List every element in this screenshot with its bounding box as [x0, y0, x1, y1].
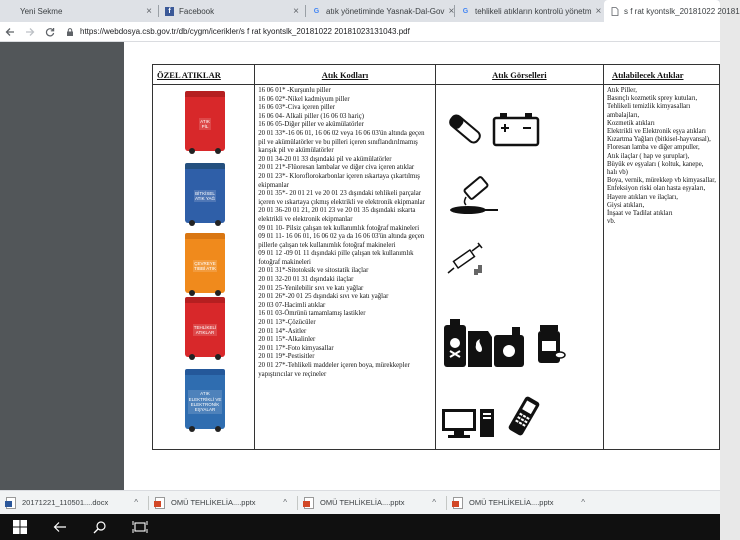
waste-code-item: 20 01 26*-20 01 25 dışındaki sıvı ve katı yağlar	[258, 293, 389, 301]
tab-title: s f rat kyontslk_20181022 20181	[624, 6, 740, 16]
pdf-page	[124, 42, 720, 490]
mobile-phone-icon	[504, 395, 544, 439]
powerpoint-file-icon	[453, 497, 463, 509]
back-arrow-icon	[53, 521, 67, 533]
tab-pdf-document[interactable]	[604, 0, 740, 22]
chevron-up-icon[interactable]: ^	[134, 498, 138, 507]
waste-table	[152, 64, 720, 450]
search-icon	[93, 520, 107, 534]
downloads-bar	[0, 490, 720, 514]
header-category: ÖZEL ATIKLAR	[153, 65, 255, 85]
hazardous-chemicals-icon	[442, 315, 534, 369]
waste-code-item: 20 03 07-Hacimli atıklar	[258, 301, 326, 309]
header-images: Atık Görselleri	[435, 65, 603, 85]
chevron-up-icon[interactable]: ^	[581, 498, 585, 507]
download-filename: 20171221_110501....docx	[22, 498, 109, 507]
computer-icon	[440, 405, 496, 439]
waste-code-item: 20 01 34-20 01 33 dışındaki pil ve akümülatörler	[258, 155, 392, 163]
browser-toolbar	[0, 22, 720, 42]
lock-icon	[66, 28, 74, 36]
waste-code-item: 16 06 03*-Civa içeren piller	[258, 104, 335, 112]
destination-item: Floresan lamba ve diğer ampuller,	[606, 144, 700, 152]
bin-label: TEHLİKELİ ATIKLAR	[193, 324, 217, 335]
google-icon: G	[313, 7, 320, 15]
start-button[interactable]	[0, 514, 40, 540]
waste-code-item: 16 06 02*-Nikel kadmiyum piller	[258, 95, 350, 103]
car-battery-icon	[492, 111, 540, 147]
pdf-viewer[interactable]	[0, 42, 720, 490]
tab-title: atık yönetiminde Yasnak-Dal-Gov	[326, 6, 445, 16]
download-item[interactable]	[155, 492, 293, 514]
download-filename: OMÜ TEHLİKELİA....pptx	[171, 498, 256, 507]
tab-new-tab[interactable]	[0, 0, 158, 22]
bin-label: BİTKİSEL ATIK YAĞ	[194, 190, 215, 201]
waste-bin-icon	[185, 297, 225, 357]
word-file-icon	[6, 497, 16, 509]
chevron-up-icon[interactable]: ^	[432, 498, 436, 507]
forward-arrow-icon	[25, 27, 35, 37]
download-filename: OMÜ TEHLİKELİA....pptx	[320, 498, 405, 507]
destination-item: Kozmetik atıkları	[606, 119, 655, 127]
reload-icon	[45, 27, 55, 37]
reload-button[interactable]	[40, 22, 60, 42]
tab-title: Facebook	[179, 6, 215, 16]
tab-title: tehlikeli atıkların kontrolü yönetm	[475, 6, 592, 16]
waste-code-item: 20 01 13*-Çözücüler	[258, 319, 316, 327]
waste-code-item: 20 01 23*- Kloroflorokarbonlar içeren ıskartaya çıkartılmış ekipmanlar	[258, 172, 420, 189]
waste-code-item: 20 01 14*-Asitler	[258, 327, 307, 335]
destination-item: Hayere atıkları ve ilaçları,	[606, 193, 678, 201]
waste-code-item: 16 06 01* -Kurşunlu piller	[258, 87, 331, 94]
waste-code-item: 09 01 12 -09 01 11 dışındaki pille çalışan tek kullanımlık fotoğraf makineleri	[258, 250, 414, 266]
destination-item: Kızartma Yağları (bitkisel-hayvansal),	[606, 136, 711, 144]
close-tab-icon[interactable]: ×	[146, 5, 152, 17]
destination-item: Atık ilaçlar ( hap ve şuruplar),	[606, 152, 690, 160]
syringe-icon	[444, 241, 488, 281]
waste-code-item: 20 01 25-Yenilebilir sıvı ve katı yağlar	[258, 284, 364, 292]
powerpoint-file-icon	[304, 497, 314, 509]
destination-item: Büyük ev eşyaları ( koltuk, kanepe,	[606, 160, 704, 168]
destination-item: halı vb)	[606, 169, 628, 177]
waste-code-item: 20 01 21*-Flüoresan lambalar ve diğer civa içeren atıklar	[258, 164, 415, 172]
waste-code-item: 20 01 33*-16 06 01, 16 06 02 veya 16 06 03'ün altında geçen pil ve akümülatörler ve bu pilleri içeren sınıflandırılmamış karışık pil ve akümülatörler	[258, 129, 425, 155]
waste-code-item: 20 01 35*- 20 01 21 ve 20 01 23 dışındaki tehlikeli parçalar içeren ve ıskartaya çıkmış elektrikli ve elektronik ekipmanlar	[258, 190, 425, 206]
forward-button[interactable]	[20, 22, 40, 42]
destination-item: Boya, vernik, mürekkep vb kimyasallar,	[606, 177, 716, 185]
close-tab-icon[interactable]: ×	[293, 5, 299, 17]
facebook-icon: f	[165, 7, 174, 16]
close-tab-icon[interactable]: ×	[595, 5, 602, 17]
task-view-button[interactable]	[120, 514, 160, 540]
search-button[interactable]	[80, 514, 120, 540]
destination-item: Basınçlı kozmetik sprey kutuları,	[606, 95, 698, 103]
bin-label: ÇEVREYE TIBBİ ATIK	[194, 260, 216, 271]
document-icon	[610, 7, 619, 16]
waste-bin-icon	[185, 91, 225, 151]
waste-code-item: 16 06 04- Alkali piller (16 06 03 hariç)	[258, 112, 364, 120]
waste-bin-icon	[185, 163, 225, 223]
url-text: https://webdosya.csb.gov.tr/db/cygm/icerikler/s f rat kyontslk_20181022 20181023131043.pdf	[80, 27, 410, 36]
back-arrow-icon	[5, 27, 15, 37]
tab-title: Yeni Sekme	[20, 6, 63, 16]
bin-label: ATIK ELEKTRİKLİ VE ELEKTRONİK EŞYALAR	[188, 391, 222, 413]
waste-code-item: 16 01 03-Ömrünü tamamlamış lastikler	[258, 310, 366, 318]
bin-label: ATIK PİL	[200, 118, 210, 129]
download-filename: OMÜ TEHLİKELİA....pptx	[469, 498, 554, 507]
download-item[interactable]	[304, 492, 442, 514]
destination-item: Tehlikeli temizlik kimyasalları	[606, 103, 691, 111]
address-bar[interactable]	[66, 24, 410, 40]
waste-code-item: 20 01 27*-Tehlikeli maddeler içeren boya, mürekkepler yapıştırıcılar ve reçineler	[258, 362, 410, 378]
waste-code-item: 09 01 11- 16 06 01, 16 06 02 ya da 16 06 03'ün altında geçen pillerle çalışan tek kullanımlık fotoğraf makineleri	[258, 233, 425, 249]
close-tab-icon[interactable]: ×	[448, 5, 455, 17]
windows-start-icon	[13, 520, 27, 534]
waste-code-item: 20 01 32-20 01 31 dışındaki ilaçlar	[258, 276, 354, 284]
destination-item: vb.	[606, 218, 616, 226]
waste-code-item: 20 01 36-20 01 21, 20 01 23 ve 20 01 35 dışındaki ıskarta elektrikli ve elektronik ekipmanlar	[258, 207, 416, 223]
destination-item: İnşaat ve Tadilat atıkları	[606, 210, 673, 218]
destination-item: Giysi atıkları,	[606, 201, 645, 209]
windows-taskbar	[0, 514, 720, 540]
waste-code-item: 20 01 19*-Pestisitler	[258, 353, 315, 361]
destination-item: Atık Piller,	[606, 87, 637, 94]
tab-search-hazardous-waste[interactable]	[455, 0, 603, 22]
waste-code-item: 20 01 31*-Sitotoksik ve sitostatik ilaçlar	[258, 267, 369, 275]
taskbar-back-button[interactable]	[40, 514, 80, 540]
task-view-icon	[133, 521, 147, 533]
waste-code-item: 20 01 15*-Alkalinler	[258, 336, 316, 344]
chevron-up-icon[interactable]: ^	[283, 498, 287, 507]
battery-icon	[442, 109, 486, 149]
back-button[interactable]	[0, 22, 20, 42]
waste-code-item: 16 06 05-Diğer piller ve akümülatörler	[258, 121, 364, 129]
header-destination: Atılabilecek Atıklar	[603, 65, 719, 85]
destination-item: ambalajları,	[606, 111, 640, 119]
destination-item: Elektrikli ve Elektronik eşya atıkları	[606, 128, 706, 136]
bins-cell	[153, 85, 255, 450]
google-icon: G	[462, 7, 469, 15]
header-codes: Atık Kodları	[255, 65, 436, 85]
codes-cell	[255, 85, 436, 450]
waste-bin-icon	[185, 233, 225, 293]
destination-cell	[603, 85, 719, 450]
download-item[interactable]	[453, 492, 591, 514]
tab-search-waste-management[interactable]	[306, 0, 454, 22]
waste-code-item: 20 01 17*-Foto kimyasallar	[258, 344, 334, 352]
powerpoint-file-icon	[155, 497, 165, 509]
tab-facebook[interactable]	[159, 0, 305, 22]
waste-code-item: 09 01 10- Pilsiz çalışan tek kullanımlık fotoğraf makineleri	[258, 224, 420, 232]
tab-strip	[0, 0, 740, 22]
download-item[interactable]	[6, 492, 144, 514]
destination-item: Enfeksiyon riski olan hasta eşyaları,	[606, 185, 706, 193]
medicine-bottle-icon	[536, 325, 566, 365]
blank-page-icon	[6, 7, 15, 16]
waste-bin-icon	[185, 369, 225, 429]
oil-bottle-icon	[446, 173, 500, 217]
images-cell	[435, 85, 603, 450]
